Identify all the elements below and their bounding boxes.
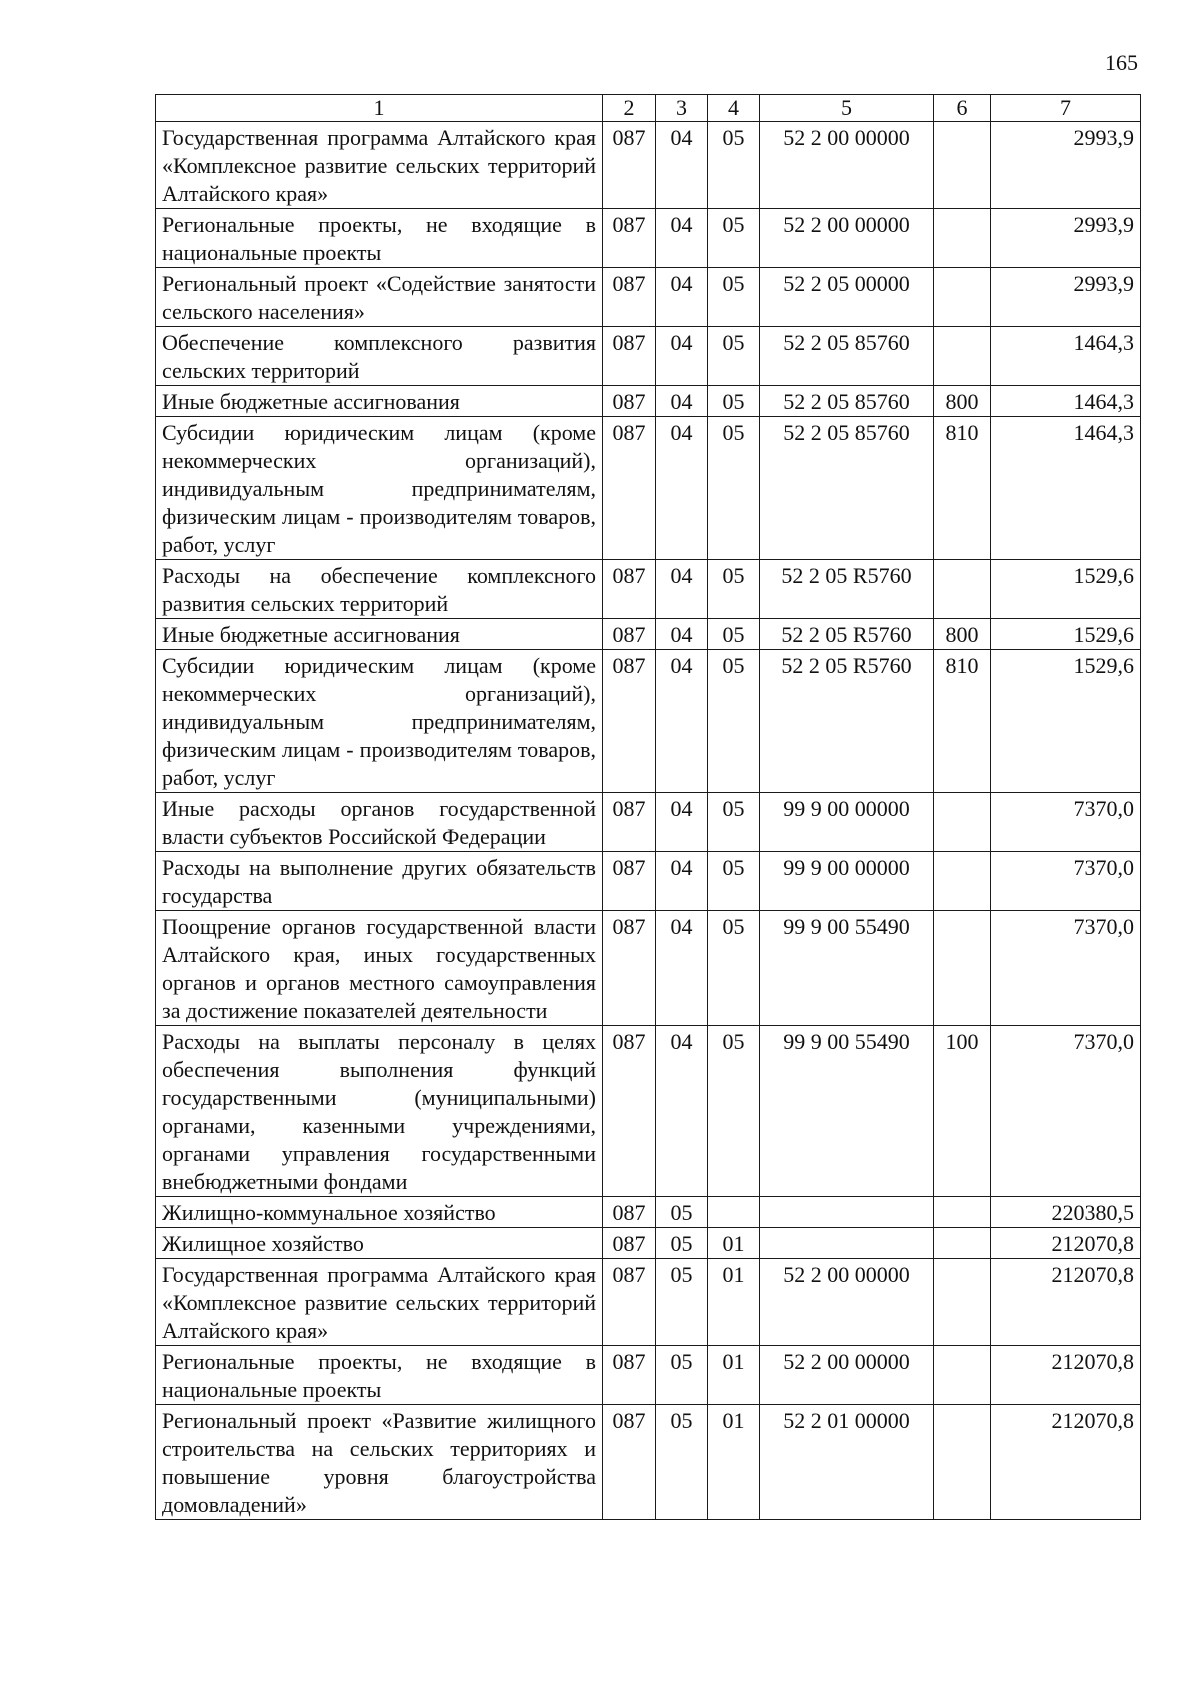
row-col-4: 05 <box>708 122 760 209</box>
row-col-3: 04 <box>656 417 708 560</box>
row-col-3: 04 <box>656 386 708 417</box>
row-col-4: 05 <box>708 327 760 386</box>
row-col-6 <box>934 1405 991 1520</box>
row-col-4: 01 <box>708 1346 760 1405</box>
row-col-6: 810 <box>934 650 991 793</box>
row-col-3: 04 <box>656 560 708 619</box>
row-col-3: 04 <box>656 911 708 1026</box>
table-row <box>156 386 1141 417</box>
row-col-2: 087 <box>603 1346 656 1405</box>
row-name: Обеспечение комплексного развития сельских территорий <box>156 327 603 386</box>
row-col-3: 04 <box>656 122 708 209</box>
row-col-4: 01 <box>708 1259 760 1346</box>
row-col-2: 087 <box>603 560 656 619</box>
row-col-6 <box>934 793 991 852</box>
row-col-3: 04 <box>656 852 708 911</box>
row-amount: 220380,5 <box>991 1197 1141 1228</box>
row-col-3: 04 <box>656 650 708 793</box>
table-body <box>156 122 1141 1520</box>
row-col-3: 04 <box>656 268 708 327</box>
row-col-5: 52 2 00 00000 <box>760 1259 934 1346</box>
row-col-4: 05 <box>708 268 760 327</box>
page-number: 165 <box>1105 50 1138 75</box>
row-col-4: 05 <box>708 650 760 793</box>
row-col-5: 52 2 00 00000 <box>760 209 934 268</box>
row-name: Региональные проекты, не входящие в национальные проекты <box>156 1346 603 1405</box>
row-col-6 <box>934 560 991 619</box>
row-col-2: 087 <box>603 793 656 852</box>
row-col-4: 01 <box>708 1228 760 1259</box>
column-header-2: 2 <box>603 95 656 122</box>
row-name: Субсидии юридическим лицам (кроме некоммерческих организаций), индивидуальным предпринимателям, физическим лицам - производителям товаров, работ, услуг <box>156 417 603 560</box>
row-col-6 <box>934 1228 991 1259</box>
row-col-3: 04 <box>656 619 708 650</box>
row-col-2: 087 <box>603 122 656 209</box>
row-amount: 1464,3 <box>991 327 1141 386</box>
row-col-3: 05 <box>656 1228 708 1259</box>
row-col-2: 087 <box>603 209 656 268</box>
table-row <box>156 650 1141 793</box>
row-col-5 <box>760 1197 934 1228</box>
row-amount: 212070,8 <box>991 1259 1141 1346</box>
row-amount: 1464,3 <box>991 417 1141 560</box>
row-col-6 <box>934 1259 991 1346</box>
row-name: Субсидии юридическим лицам (кроме некоммерческих организаций), индивидуальным предпринимателям, физическим лицам - производителям товаров, работ, услуг <box>156 650 603 793</box>
row-name: Расходы на выплаты персоналу в целях обеспечения выполнения функций государственными (муниципальными) органами, казенными учреждениями, органами управления государственными внебюджетными фондами <box>156 1026 603 1197</box>
row-name: Иные расходы органов государственной власти субъектов Российской Федерации <box>156 793 603 852</box>
table-row <box>156 1259 1141 1346</box>
row-col-4: 05 <box>708 417 760 560</box>
row-col-5: 52 2 00 00000 <box>760 122 934 209</box>
table-row <box>156 1405 1141 1520</box>
row-col-2: 087 <box>603 1197 656 1228</box>
row-col-5: 52 2 05 R5760 <box>760 619 934 650</box>
column-header-7: 7 <box>991 95 1141 122</box>
row-col-2: 087 <box>603 911 656 1026</box>
row-col-4: 05 <box>708 209 760 268</box>
row-col-5: 99 9 00 00000 <box>760 793 934 852</box>
table-row <box>156 852 1141 911</box>
row-name: Иные бюджетные ассигнования <box>156 386 603 417</box>
row-col-3: 05 <box>656 1346 708 1405</box>
row-col-6 <box>934 852 991 911</box>
row-col-2: 087 <box>603 1228 656 1259</box>
table-row <box>156 1026 1141 1197</box>
column-header-1: 1 <box>156 95 603 122</box>
row-col-4: 05 <box>708 1026 760 1197</box>
row-col-6 <box>934 911 991 1026</box>
row-col-5: 99 9 00 55490 <box>760 1026 934 1197</box>
row-amount: 1529,6 <box>991 619 1141 650</box>
row-name: Государственная программа Алтайского края «Комплексное развитие сельских территорий Алтайского края» <box>156 1259 603 1346</box>
row-col-6 <box>934 327 991 386</box>
row-col-4 <box>708 1197 760 1228</box>
row-amount: 2993,9 <box>991 209 1141 268</box>
table-header <box>156 95 1141 122</box>
row-col-6 <box>934 1346 991 1405</box>
row-col-6 <box>934 209 991 268</box>
row-col-3: 05 <box>656 1197 708 1228</box>
row-name: Расходы на обеспечение комплексного развития сельских территорий <box>156 560 603 619</box>
row-amount: 7370,0 <box>991 793 1141 852</box>
header-row <box>156 95 1141 122</box>
row-amount: 1529,6 <box>991 560 1141 619</box>
table-row <box>156 911 1141 1026</box>
table-row <box>156 560 1141 619</box>
row-col-4: 01 <box>708 1405 760 1520</box>
row-name: Государственная программа Алтайского края «Комплексное развитие сельских территорий Алтайского края» <box>156 122 603 209</box>
row-col-3: 04 <box>656 327 708 386</box>
row-col-2: 087 <box>603 1405 656 1520</box>
column-header-6: 6 <box>934 95 991 122</box>
row-name: Региональный проект «Развитие жилищного строительства на сельских территориях и повышение уровня благоустройства домовладений» <box>156 1405 603 1520</box>
row-col-4: 05 <box>708 560 760 619</box>
table-row <box>156 1228 1141 1259</box>
row-name: Иные бюджетные ассигнования <box>156 619 603 650</box>
column-header-4: 4 <box>708 95 760 122</box>
row-col-3: 05 <box>656 1259 708 1346</box>
row-col-5: 99 9 00 00000 <box>760 852 934 911</box>
row-col-3: 04 <box>656 209 708 268</box>
row-col-2: 087 <box>603 650 656 793</box>
row-col-3: 04 <box>656 793 708 852</box>
row-col-5 <box>760 1228 934 1259</box>
table-row <box>156 1346 1141 1405</box>
row-col-4: 05 <box>708 793 760 852</box>
row-col-3: 05 <box>656 1405 708 1520</box>
row-col-4: 05 <box>708 386 760 417</box>
row-col-5: 52 2 05 R5760 <box>760 650 934 793</box>
row-col-5: 52 2 05 85760 <box>760 417 934 560</box>
row-name: Расходы на выполнение других обязательств государства <box>156 852 603 911</box>
table-row <box>156 268 1141 327</box>
row-col-5: 52 2 00 00000 <box>760 1346 934 1405</box>
row-col-4: 05 <box>708 911 760 1026</box>
table-row <box>156 619 1141 650</box>
column-header-5: 5 <box>760 95 934 122</box>
table-row <box>156 209 1141 268</box>
row-col-5: 52 2 05 85760 <box>760 386 934 417</box>
row-amount: 2993,9 <box>991 122 1141 209</box>
row-col-6: 810 <box>934 417 991 560</box>
row-col-2: 087 <box>603 1259 656 1346</box>
row-name: Региональный проект «Содействие занятости сельского населения» <box>156 268 603 327</box>
row-amount: 212070,8 <box>991 1405 1141 1520</box>
row-amount: 7370,0 <box>991 1026 1141 1197</box>
row-amount: 1529,6 <box>991 650 1141 793</box>
row-col-5: 99 9 00 55490 <box>760 911 934 1026</box>
row-col-5: 52 2 01 00000 <box>760 1405 934 1520</box>
row-col-6: 100 <box>934 1026 991 1197</box>
row-col-5: 52 2 05 85760 <box>760 327 934 386</box>
row-name: Жилищное хозяйство <box>156 1228 603 1259</box>
table-row <box>156 122 1141 209</box>
row-col-6 <box>934 268 991 327</box>
row-col-6 <box>934 1197 991 1228</box>
table-row <box>156 417 1141 560</box>
row-col-2: 087 <box>603 386 656 417</box>
table-row <box>156 793 1141 852</box>
row-amount: 7370,0 <box>991 911 1141 1026</box>
row-amount: 212070,8 <box>991 1346 1141 1405</box>
row-col-6 <box>934 122 991 209</box>
row-col-2: 087 <box>603 327 656 386</box>
row-col-2: 087 <box>603 268 656 327</box>
column-header-3: 3 <box>656 95 708 122</box>
row-name: Поощрение органов государственной власти Алтайского края, иных государственных органов и органов местного самоуправления за достижение показателей деятельности <box>156 911 603 1026</box>
row-col-2: 087 <box>603 417 656 560</box>
row-col-3: 04 <box>656 1026 708 1197</box>
row-col-2: 087 <box>603 852 656 911</box>
row-col-6: 800 <box>934 386 991 417</box>
row-col-4: 05 <box>708 852 760 911</box>
row-col-5: 52 2 05 00000 <box>760 268 934 327</box>
table-row <box>156 327 1141 386</box>
row-amount: 1464,3 <box>991 386 1141 417</box>
row-col-5: 52 2 05 R5760 <box>760 560 934 619</box>
row-amount: 7370,0 <box>991 852 1141 911</box>
row-col-4: 05 <box>708 619 760 650</box>
row-col-2: 087 <box>603 619 656 650</box>
row-amount: 2993,9 <box>991 268 1141 327</box>
table-row <box>156 1197 1141 1228</box>
row-name: Региональные проекты, не входящие в национальные проекты <box>156 209 603 268</box>
row-col-2: 087 <box>603 1026 656 1197</box>
row-col-6: 800 <box>934 619 991 650</box>
row-name: Жилищно-коммунальное хозяйство <box>156 1197 603 1228</box>
row-amount: 212070,8 <box>991 1228 1141 1259</box>
budget-table <box>155 94 1141 1520</box>
